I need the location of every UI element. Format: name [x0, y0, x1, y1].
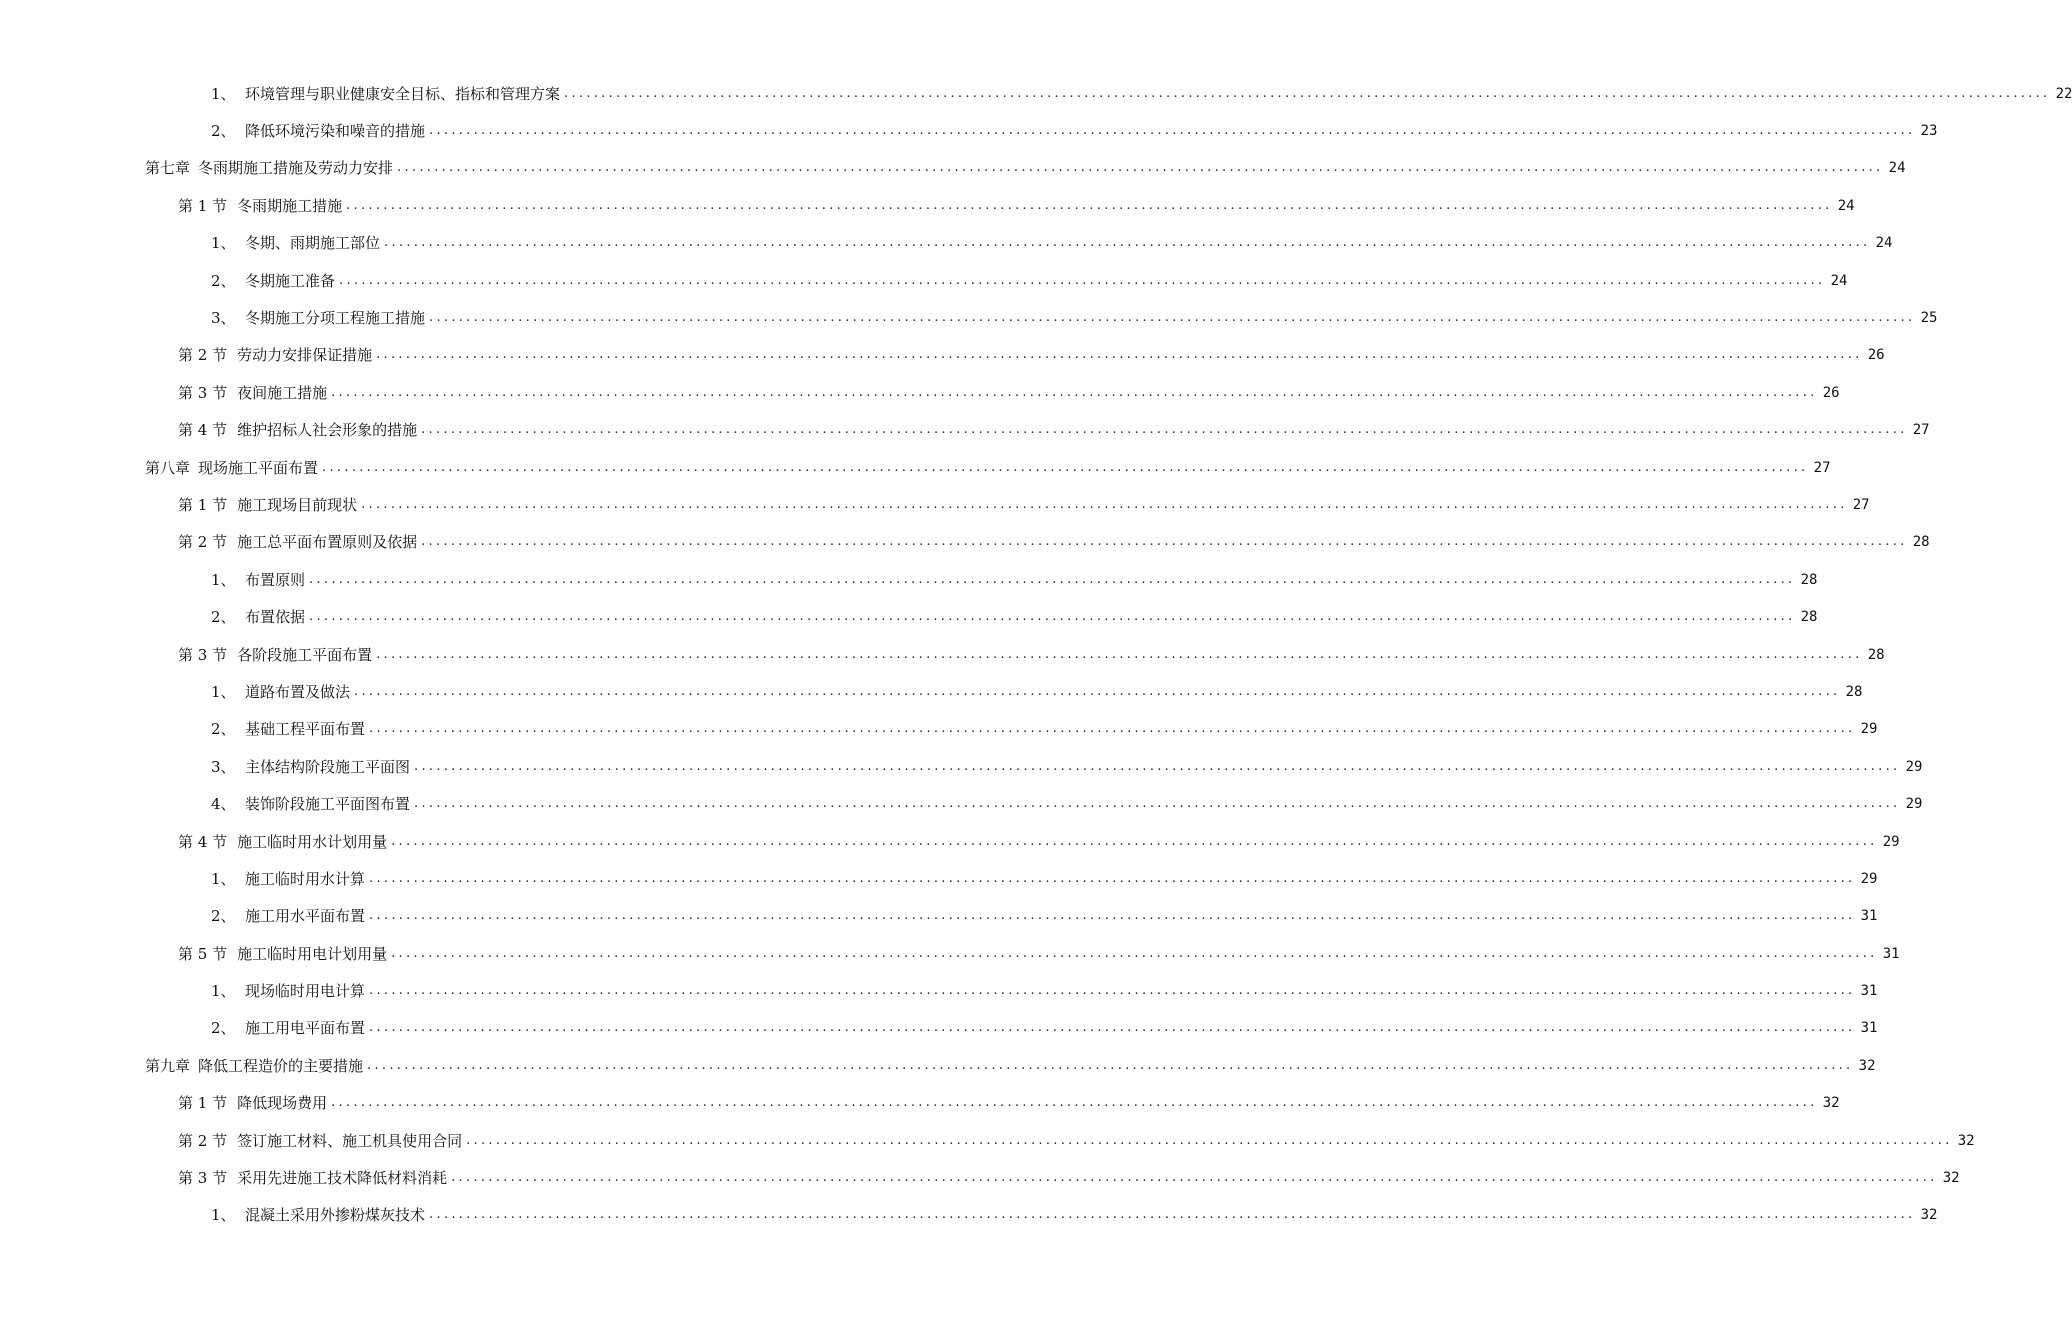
toc-entry-number: 3、 — [211, 757, 236, 776]
toc-entry-number: 第 1 节 — [178, 196, 228, 215]
toc-entry-title: 基础工程平面布置 — [245, 720, 366, 739]
toc-entry-title: 施工现场目前现状 — [237, 495, 358, 514]
toc-leader-dots: ........................................................................................................................................................................................................ — [346, 197, 1833, 213]
toc-page-number: 24 — [1888, 160, 1906, 177]
toc-page-number: 28 — [1800, 609, 1818, 626]
toc-subsection-entry[interactable] — [0, 1197, 1938, 1234]
toc-subsection-entry[interactable] — [0, 860, 1878, 897]
toc-leader-dots: ........................................................................................................................................................................................................ — [369, 721, 1856, 737]
toc-page-number: 24 — [1830, 272, 1848, 289]
toc-subsection-entry[interactable] — [0, 972, 1878, 1009]
toc-page-number: 32 — [1858, 1057, 1876, 1074]
toc-section-entry[interactable] — [0, 1159, 1960, 1196]
toc-page-number: 24 — [1875, 235, 1893, 252]
toc-page-number: 22 — [2055, 85, 2072, 102]
toc-page-number: 29 — [1860, 870, 1878, 887]
toc-section-entry[interactable] — [0, 636, 1885, 673]
toc-section-entry[interactable] — [0, 337, 1885, 374]
toc-leader-dots: ........................................................................................................................................................................................................ — [361, 496, 1848, 512]
toc-entry-title: 各阶段施工平面布置 — [237, 645, 373, 664]
toc-entry-title: 签订施工材料、施工机具使用合同 — [237, 1131, 463, 1150]
toc-leader-dots: ........................................................................................................................................................................................................ — [466, 1132, 1953, 1148]
toc-entry-title: 布置依据 — [245, 608, 306, 627]
toc-entry-number: 2、 — [211, 907, 236, 926]
toc-leader-dots: ........................................................................................................................................................................................................ — [354, 683, 1841, 699]
toc-entry-number: 第八章 — [145, 458, 191, 477]
toc-entry-number: 第 2 节 — [178, 1131, 228, 1150]
table-of-contents — [0, 75, 2072, 1234]
toc-leader-dots: ........................................................................................................................................................................................................ — [429, 1207, 1916, 1223]
toc-entry-number: 2、 — [211, 122, 236, 141]
toc-subsection-entry[interactable] — [0, 225, 1893, 262]
toc-page-number: 29 — [1905, 796, 1923, 813]
toc-entry-title: 劳动力安排保证措施 — [237, 346, 373, 365]
toc-entry-number: 第 3 节 — [178, 645, 228, 664]
toc-chapter-entry[interactable] — [0, 449, 1831, 486]
toc-entry-number: 第 4 节 — [178, 832, 228, 851]
toc-entry-number: 第 5 节 — [178, 944, 228, 963]
toc-leader-dots: ........................................................................................................................................................................................................ — [391, 833, 1878, 849]
toc-entry-number: 第 1 节 — [178, 1094, 228, 1113]
toc-page-number: 27 — [1813, 459, 1831, 476]
toc-entry-number: 1、 — [211, 1206, 236, 1225]
toc-subsection-entry[interactable] — [0, 673, 1863, 710]
toc-section-entry[interactable] — [0, 935, 1900, 972]
toc-page-number: 31 — [1860, 1020, 1878, 1037]
toc-entry-title: 维护招标人社会形象的措施 — [237, 421, 418, 440]
toc-entry-number: 1、 — [211, 982, 236, 1001]
toc-entry-number: 2、 — [211, 608, 236, 627]
toc-section-entry[interactable] — [0, 374, 1840, 411]
toc-page-number: 27 — [1852, 496, 1870, 513]
toc-entry-title: 冬期施工分项工程施工措施 — [245, 309, 426, 328]
toc-page-number: 23 — [1920, 123, 1938, 140]
toc-leader-dots: ........................................................................................................................................................................................................ — [369, 870, 1856, 886]
toc-subsection-entry[interactable] — [0, 561, 1818, 598]
toc-entry-title: 采用先进施工技术降低材料消耗 — [237, 1169, 448, 1188]
toc-subsection-entry[interactable] — [0, 112, 1938, 149]
toc-leader-dots: ........................................................................................................................................................................................................ — [331, 384, 1818, 400]
toc-entry-number: 1、 — [211, 234, 236, 253]
toc-page-number: 24 — [1837, 197, 1855, 214]
toc-leader-dots: ........................................................................................................................................................................................................ — [564, 85, 2051, 101]
toc-entry-number: 1、 — [211, 84, 236, 103]
toc-entry-title: 施工临时用电计划用量 — [237, 944, 388, 963]
toc-entry-number: 1、 — [211, 682, 236, 701]
toc-page-number: 29 — [1882, 833, 1900, 850]
toc-entry-title: 布置原则 — [245, 570, 306, 589]
toc-entry-title: 施工临时用水计划用量 — [237, 832, 388, 851]
toc-entry-title: 降低工程造价的主要措施 — [198, 1056, 364, 1075]
toc-entry-title: 主体结构阶段施工平面图 — [245, 757, 411, 776]
toc-leader-dots: ........................................................................................................................................................................................................ — [421, 422, 1908, 438]
toc-subsection-entry[interactable] — [0, 598, 1818, 635]
toc-subsection-entry[interactable] — [0, 748, 1923, 785]
toc-subsection-entry[interactable] — [0, 262, 1848, 299]
toc-entry-title: 施工用电平面布置 — [245, 1019, 366, 1038]
toc-leader-dots: ........................................................................................................................................................................................................ — [384, 235, 1871, 251]
toc-page-number: 32 — [1822, 1095, 1840, 1112]
toc-entry-number: 1、 — [211, 570, 236, 589]
toc-section-entry[interactable] — [0, 486, 1870, 523]
toc-entry-title: 冬雨期施工措施及劳动力安排 — [198, 159, 394, 178]
toc-entry-number: 第 1 节 — [178, 495, 228, 514]
toc-entry-title: 夜间施工措施 — [237, 383, 328, 402]
toc-entry-title: 混凝土采用外掺粉煤灰技术 — [245, 1206, 426, 1225]
toc-leader-dots: ........................................................................................................................................................................................................ — [309, 571, 1796, 587]
toc-entry-title: 冬期施工准备 — [245, 271, 336, 290]
toc-page-number: 28 — [1912, 534, 1930, 551]
toc-entry-title: 现场临时用电计算 — [245, 982, 366, 1001]
toc-leader-dots: ........................................................................................................................................................................................................ — [322, 459, 1809, 475]
toc-subsection-entry[interactable] — [0, 898, 1878, 935]
toc-page-number: 29 — [1860, 721, 1878, 738]
toc-leader-dots: ........................................................................................................................................................................................................ — [451, 1170, 1938, 1186]
toc-page-number: 32 — [1920, 1207, 1938, 1224]
toc-leader-dots: ........................................................................................................................................................................................................ — [414, 796, 1901, 812]
toc-leader-dots: ........................................................................................................................................................................................................ — [429, 123, 1916, 139]
toc-page-number: 28 — [1845, 683, 1863, 700]
toc-leader-dots: ........................................................................................................................................................................................................ — [376, 347, 1863, 363]
toc-subsection-entry[interactable] — [0, 785, 1923, 822]
toc-page-number: 31 — [1860, 908, 1878, 925]
toc-page-number: 32 — [1957, 1132, 1975, 1149]
toc-section-entry[interactable] — [0, 823, 1900, 860]
toc-leader-dots: ........................................................................................................................................................................................................ — [397, 160, 1884, 176]
toc-leader-dots: ........................................................................................................................................................................................................ — [391, 945, 1878, 961]
toc-entry-title: 降低现场费用 — [237, 1094, 328, 1113]
toc-chapter-entry[interactable] — [0, 150, 1906, 187]
toc-leader-dots: ........................................................................................................................................................................................................ — [367, 1057, 1854, 1073]
toc-entry-number: 第 2 节 — [178, 346, 228, 365]
toc-leader-dots: ........................................................................................................................................................................................................ — [421, 534, 1908, 550]
toc-entry-title: 施工总平面布置原则及依据 — [237, 533, 418, 552]
toc-entry-title: 降低环境污染和噪音的措施 — [245, 122, 426, 141]
toc-entry-number: 第九章 — [145, 1056, 191, 1075]
toc-entry-title: 施工用水平面布置 — [245, 907, 366, 926]
toc-entry-number: 第 3 节 — [178, 1169, 228, 1188]
toc-entry-number: 2、 — [211, 1019, 236, 1038]
toc-section-entry[interactable] — [0, 524, 1930, 561]
toc-entry-title: 冬期、雨期施工部位 — [245, 234, 381, 253]
toc-entry-title: 环境管理与职业健康安全目标、指标和管理方案 — [245, 84, 561, 103]
toc-section-entry[interactable] — [0, 1085, 1840, 1122]
toc-subsection-entry[interactable] — [0, 299, 1938, 336]
toc-leader-dots: ........................................................................................................................................................................................................ — [309, 609, 1796, 625]
toc-section-entry[interactable] — [0, 1122, 1975, 1159]
toc-entry-title: 装饰阶段施工平面图布置 — [245, 795, 411, 814]
toc-entry-number: 2、 — [211, 720, 236, 739]
toc-page-number: 31 — [1882, 945, 1900, 962]
toc-page-number: 28 — [1867, 646, 1885, 663]
toc-leader-dots: ........................................................................................................................................................................................................ — [429, 310, 1916, 326]
toc-page-number: 26 — [1822, 384, 1840, 401]
toc-page-number: 25 — [1920, 310, 1938, 327]
toc-entry-number: 第七章 — [145, 159, 191, 178]
toc-entry-number: 1、 — [211, 869, 236, 888]
toc-leader-dots: ........................................................................................................................................................................................................ — [369, 983, 1856, 999]
toc-entry-title: 施工临时用水计算 — [245, 869, 366, 888]
toc-entry-number: 第 3 节 — [178, 383, 228, 402]
toc-subsection-entry[interactable] — [0, 1010, 1878, 1047]
toc-section-entry[interactable] — [0, 187, 1855, 224]
toc-page-number: 26 — [1867, 347, 1885, 364]
toc-leader-dots: ........................................................................................................................................................................................................ — [339, 272, 1826, 288]
toc-page-number: 28 — [1800, 571, 1818, 588]
toc-entry-number: 3、 — [211, 309, 236, 328]
toc-entry-number: 2、 — [211, 271, 236, 290]
toc-entry-number: 4、 — [211, 795, 236, 814]
toc-chapter-entry[interactable] — [0, 1047, 1876, 1084]
toc-page-number: 32 — [1942, 1170, 1960, 1187]
toc-section-entry[interactable] — [0, 412, 1930, 449]
toc-leader-dots: ........................................................................................................................................................................................................ — [376, 646, 1863, 662]
toc-leader-dots: ........................................................................................................................................................................................................ — [369, 908, 1856, 924]
toc-subsection-entry[interactable] — [0, 75, 2072, 112]
toc-page-number: 29 — [1905, 758, 1923, 775]
toc-leader-dots: ........................................................................................................................................................................................................ — [331, 1095, 1818, 1111]
toc-leader-dots: ........................................................................................................................................................................................................ — [369, 1020, 1856, 1036]
toc-page-number: 31 — [1860, 983, 1878, 1000]
toc-entry-title: 道路布置及做法 — [245, 682, 351, 701]
toc-entry-title: 现场施工平面布置 — [198, 458, 319, 477]
toc-entry-number: 第 2 节 — [178, 533, 228, 552]
toc-entry-title: 冬雨期施工措施 — [237, 196, 343, 215]
toc-subsection-entry[interactable] — [0, 711, 1878, 748]
toc-leader-dots: ........................................................................................................................................................................................................ — [414, 758, 1901, 774]
toc-entry-number: 第 4 节 — [178, 421, 228, 440]
toc-page-number: 27 — [1912, 422, 1930, 439]
